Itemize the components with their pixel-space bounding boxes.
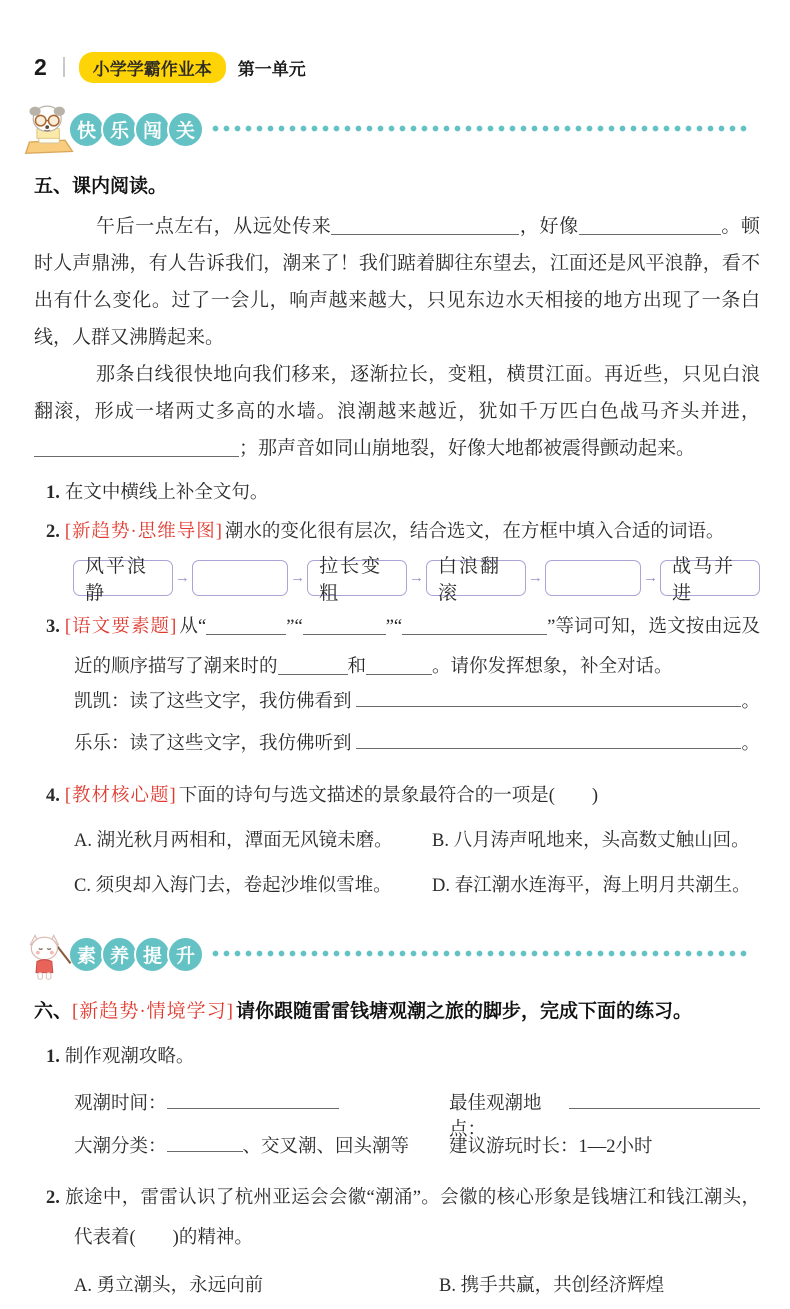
cat-mascot-icon — [22, 925, 78, 983]
question-text: 制作观潮攻略。 — [64, 1047, 195, 1067]
question-tag: [语文要素题] — [64, 617, 178, 637]
dialogue-line-kaikai — [74, 687, 760, 729]
section-six-question-2 — [46, 1178, 760, 1258]
question-number: 3. — [46, 617, 60, 637]
dotted-divider — [212, 950, 750, 958]
fill-blank-line — [356, 730, 742, 749]
page-number: 2 — [34, 53, 47, 80]
option-a: A. 勇立潮头，永远向前 — [74, 1276, 264, 1296]
dialogue-text: 。 — [741, 734, 760, 754]
question-text: ”“ — [385, 617, 403, 637]
question-number: 2. — [46, 1188, 60, 1208]
passage-paragraph — [34, 208, 760, 356]
flow-box: 风平浪静 — [73, 560, 173, 596]
dialogue-text: 凯凯：读了这些文字，我仿佛看到 — [74, 692, 352, 712]
field-suffix: 、交叉潮、回头潮等 — [242, 1137, 410, 1157]
question-text: 潮水的变化很有层次，结合选文，在方框中填入合适的词语。 — [224, 522, 725, 542]
fill-blank-line — [569, 1090, 760, 1109]
question-number: 2. — [46, 522, 60, 542]
question-tag: [教材核心题] — [64, 786, 177, 806]
banner-literacy-improvement — [22, 925, 750, 983]
dialogue-text: 。 — [741, 692, 760, 712]
question-tag: [新趋势·思维导图] — [64, 522, 223, 542]
fill-blank-line — [278, 656, 348, 675]
fill-blank-line — [356, 688, 742, 707]
section-five — [0, 174, 790, 909]
arrow-right-icon: → — [643, 569, 659, 586]
banner-char: 闯 — [134, 111, 171, 148]
banner-char: 快 — [68, 111, 105, 148]
strategy-field — [74, 1132, 449, 1158]
question-4-options — [74, 819, 760, 909]
strategy-row-1 — [74, 1089, 760, 1140]
field-label: 大潮分类： — [74, 1137, 167, 1157]
unit-label: 第一单元 — [237, 59, 306, 79]
strategy-field — [74, 1089, 449, 1115]
page-header — [34, 52, 790, 82]
banner-char: 乐 — [101, 111, 138, 148]
question-text: 在文中横线上补全文句。 — [64, 483, 269, 503]
fill-blank-line — [402, 616, 547, 635]
field-label: 建议游玩时长：1—2小时 — [449, 1137, 653, 1157]
section-five-heading: 五、课内阅读。 — [34, 176, 168, 197]
banner-char: 升 — [167, 936, 204, 973]
option-row — [74, 864, 760, 909]
option-b: B. 携手共赢，共创经济辉煌 — [439, 1276, 665, 1296]
book-title-badge: 小学学霸作业本 — [79, 52, 226, 83]
section-number: 六、 — [34, 1001, 73, 1022]
banner-char: 素 — [68, 936, 105, 973]
fill-blank-line — [206, 616, 286, 635]
section-six-options — [74, 1266, 760, 1306]
question-1 — [46, 475, 760, 512]
question-number: 1. — [46, 483, 60, 503]
banner-title-circles — [72, 111, 204, 148]
fill-blank-line — [303, 616, 386, 635]
arrow-right-icon: → — [174, 569, 190, 586]
question-number: 1. — [46, 1047, 60, 1067]
fill-blank-line — [167, 1133, 243, 1152]
question-3 — [46, 607, 760, 687]
dialogue-line-lele — [74, 729, 760, 771]
passage-text: 。顿时人声鼎沸，有人告诉我们，潮来了！我们踮着脚往东望去，江面还是风平浪静，看不出有什么变化。过了一会儿，响声越来越大，只见东边水天相接的地方出现了一条白线，人群又沸腾起来。 — [34, 216, 760, 348]
question-text: 下面的诗句与选文描述的景象最符合的一项是( ) — [178, 786, 599, 806]
fill-blank-line — [366, 656, 432, 675]
dialogue-text: 乐乐：读了这些文字，我仿佛听到 — [74, 734, 352, 754]
strategy-field — [449, 1132, 760, 1158]
option-b: B. 八月涛声吼地来，头高数丈触山回。 — [432, 831, 750, 851]
fill-blank-line — [167, 1090, 339, 1109]
banner-char: 关 — [167, 111, 204, 148]
question-2 — [46, 514, 760, 551]
dotted-divider — [212, 125, 750, 133]
flow-box: 白浪翻滚 — [426, 560, 526, 596]
section-six — [0, 995, 790, 1306]
passage-text: 午后一点左右，从远处传来 — [96, 216, 332, 237]
arrow-right-icon: → — [409, 569, 424, 586]
question-text: ”等词可知，选文按由远及近的顺序描写了潮来时的 — [74, 617, 760, 677]
passage-text: ，好像 — [519, 216, 579, 237]
strategy-row-2 — [74, 1132, 760, 1162]
banner-char: 提 — [134, 936, 171, 973]
question-text: 从“ — [179, 617, 207, 637]
dog-mascot-icon — [22, 100, 78, 158]
arrow-right-icon: → — [527, 569, 543, 586]
question-text: 旅途中，雷雷认识了杭州亚运会会徽“潮涌”。会徽的核心形象是钱塘江和钱江潮头，代表着( )的精神。 — [64, 1188, 760, 1248]
question-number: 4. — [46, 786, 60, 806]
option-row — [74, 819, 760, 864]
passage-text: ；那声音如同山崩地裂，好像大地都被震得颤动起来。 — [239, 438, 696, 459]
section-six-heading — [34, 995, 760, 1029]
passage-text: 那条白线很快地向我们移来，逐渐拉长，变粗，横贯江面。再近些，只见白浪翻滚，形成一堵两丈多高的水墙。浪潮越来越近，犹如千万匹白色战马齐头并进， — [34, 364, 760, 422]
workbook-page — [0, 52, 790, 1309]
flow-box-empty — [545, 560, 641, 596]
field-label: 最佳观潮地点： — [449, 1094, 542, 1140]
fill-blank-line — [331, 216, 519, 235]
arrow-right-icon: → — [290, 569, 306, 586]
banner-char: 养 — [101, 936, 138, 973]
flowchart — [73, 556, 760, 604]
question-text: ”“ — [286, 617, 303, 637]
option-a: A. 湖光秋月两相和，潭面无风镜未磨。 — [74, 831, 393, 851]
reading-passage — [34, 208, 760, 467]
banner-title-circles — [72, 936, 204, 973]
flow-box-empty — [192, 560, 288, 596]
section-heading-text: 请你跟随雷雷钱塘观潮之旅的脚步，完成下面的练习。 — [236, 1001, 693, 1022]
passage-paragraph — [34, 356, 760, 467]
fill-blank-line — [579, 216, 721, 235]
flow-box: 拉长变粗 — [307, 560, 407, 596]
question-text: 。请你发挥想象，补全对话。 — [432, 657, 673, 677]
section-six-question-1 — [46, 1039, 760, 1076]
option-d: D. 春江潮水连海平，海上明月共潮生。 — [432, 876, 751, 896]
option-c: C. 须臾却入海门去，卷起沙堆似雪堆。 — [74, 876, 392, 896]
banner-happy-challenge — [22, 100, 750, 158]
field-label: 观潮时间： — [74, 1094, 167, 1114]
question-text: 和 — [347, 657, 367, 677]
section-tag: [新趋势·情境学习] — [72, 1001, 234, 1022]
flow-box: 战马并进 — [660, 560, 760, 596]
question-4 — [46, 777, 760, 815]
fill-blank-line — [34, 438, 239, 457]
header-divider — [63, 57, 65, 77]
